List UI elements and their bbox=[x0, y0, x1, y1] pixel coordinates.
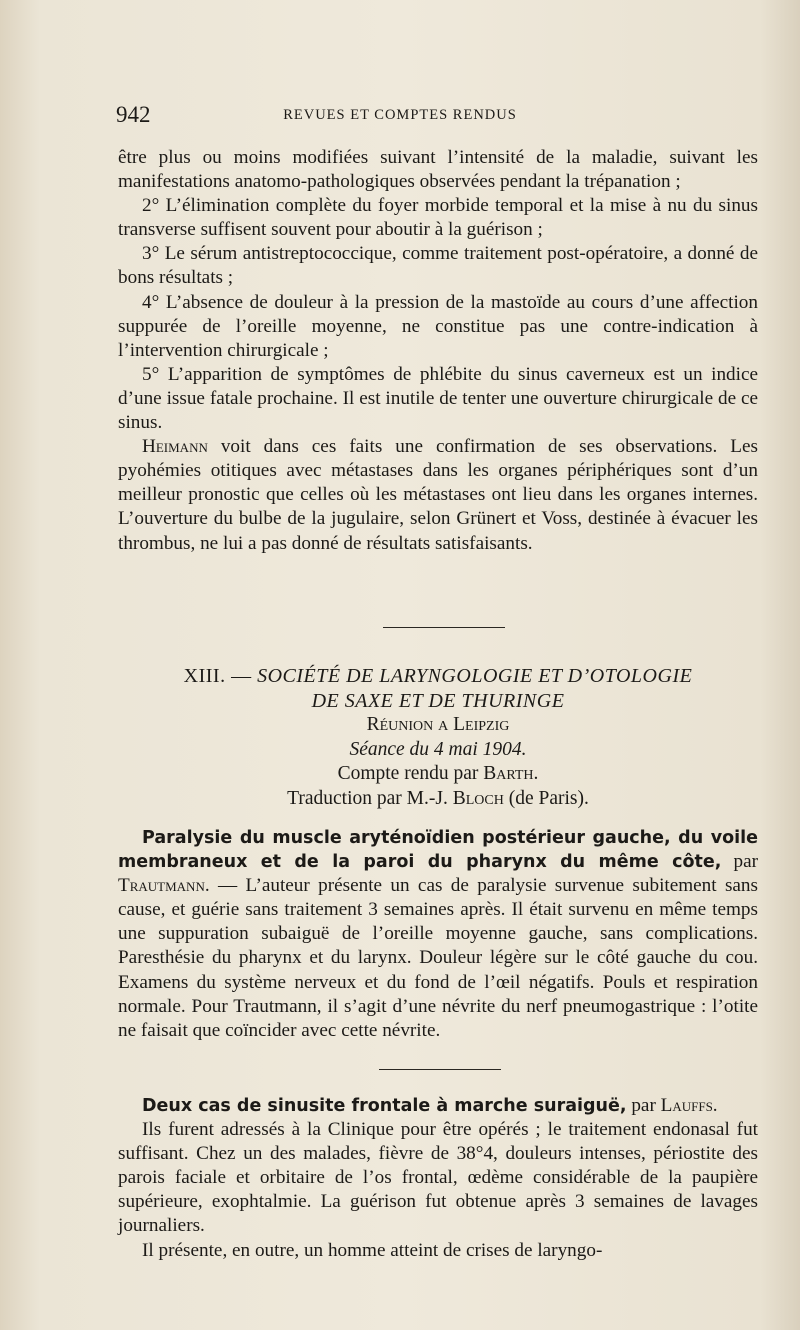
report-author: Barth. bbox=[483, 763, 539, 784]
article-sinusite bbox=[118, 1094, 758, 1263]
meeting-place: Réunion a Leipzig bbox=[366, 714, 510, 735]
article2-heading bbox=[118, 1094, 758, 1118]
section-number: XIII. — bbox=[183, 665, 258, 687]
article1-paragraph bbox=[118, 826, 758, 1043]
translation-prefix: Traduction par M.-J. bbox=[287, 787, 453, 809]
article2-title: Deux cas de sinusite frontale à marche suraiguë, bbox=[142, 1096, 627, 1116]
section-title-line2: DE SAXE ET DE THURINGE bbox=[311, 689, 565, 712]
paragraph-continued: être plus ou moins modifiées suivant l’intensité de la maladie, suivant les manifestations anatomo-pathologiques observées pendant la trépanation ; bbox=[118, 147, 758, 193]
section-title-text: SOCIÉTÉ DE LARYNGOLOGIE ET D’OTOLOGIE bbox=[257, 665, 693, 687]
article1-author: Trautmann. bbox=[118, 875, 210, 897]
translation-credit bbox=[118, 787, 758, 812]
article2-author: Lauffs. bbox=[660, 1095, 718, 1116]
article2-paragraph-2: Il présente, en outre, un homme atteint de crises de laryngo- bbox=[142, 1239, 603, 1261]
paragraph-item-3: 3° Le sérum antistreptococcique, comme traitement post-opératoire, a donné de bons résultats ; bbox=[118, 243, 758, 289]
paragraph-heimann bbox=[118, 435, 758, 555]
heimann-text: voit dans ces faits une confirmation de ses observations. Les pyohémies otitiques avec métastases dans les organes périphériques sont d’un meilleur pronostic que celles où les métastases ont lieu dans les organes internes. L’ouverture du bulbe de la jugulaire, selon Grünert et Voss, destinée à évacuer les thrombus, ne lui a pas donné de résultats satisfaisants. bbox=[118, 436, 758, 554]
top-paragraphs bbox=[118, 146, 758, 556]
page-number: 942 bbox=[116, 102, 151, 127]
article1-by: par bbox=[721, 851, 758, 873]
article2-by: par bbox=[626, 1095, 661, 1116]
article1-title: Paralysie du muscle aryténoïdien postérieur gauche, du voile membraneux et de la paroi du pharynx du même côte, bbox=[118, 828, 758, 873]
paragraph-item-4: 4° L’absence de douleur à la pression de la mastoïde au cours d’une affection suppurée de l’oreille moyenne, ne constitue pas une contre-indication à l’intervention chirurgicale ; bbox=[118, 291, 758, 361]
report-prefix: Compte rendu par bbox=[337, 763, 484, 784]
report-credit bbox=[118, 762, 758, 787]
section-title-line1 bbox=[118, 664, 758, 689]
author-heimann: Heimann bbox=[142, 436, 208, 458]
article-paralysie bbox=[118, 826, 758, 1043]
section-heading bbox=[118, 664, 758, 811]
translation-suffix: (de Paris). bbox=[503, 787, 589, 809]
page-header bbox=[0, 102, 800, 130]
article2-paragraph-1: Ils furent adressés à la Clinique pour être opérés ; le traitement endonasal fut suffisant. Chez un des malades, fièvre de 38°4, douleurs intenses, périostite des parois faciale et orbitaire de l’os frontal, œdème considérable de la paupière supérieure, exophtalmie. La guérison fut obtenue après 3 semaines de lavages journaliers. bbox=[118, 1119, 758, 1237]
article1-text: — L’auteur présente un cas de paralysie survenue subitement sans cause, et guérie sans traitement 3 semaines après. Il était survenu en même temps une suppuration subaiguë de l’oreille moyenne gauche, sans complications. Paresthésie du pharynx et du larynx. Douleur légère sur le côté gauche du cou. Examens du système nerveux et du fond de l’œil négatifs. Pouls et respiration normale. Pour Trautmann, il s’agit d’une névrite du nerf pneumogastrique : l’otite ne faisait que coïncider avec cette névrite. bbox=[118, 875, 758, 1041]
session-date: Séance du 4 mai 1904. bbox=[349, 738, 527, 760]
running-title: REVUES ET COMPTES RENDUS bbox=[283, 107, 517, 123]
section-divider bbox=[383, 627, 505, 628]
article-divider bbox=[379, 1069, 501, 1070]
paragraph-item-5: 5° L’apparition de symptômes de phlébite du sinus caverneux est un indice d’une issue fatale prochaine. Il est inutile de tenter une ouverture chirurgicale de ce sinus. bbox=[118, 363, 758, 434]
paragraph-item-2: 2° L’élimination complète du foyer morbide temporal et la mise à nu du sinus transverse suffisent souvent pour aboutir à la guérison ; bbox=[118, 195, 758, 241]
translation-author: Bloch bbox=[452, 787, 504, 809]
